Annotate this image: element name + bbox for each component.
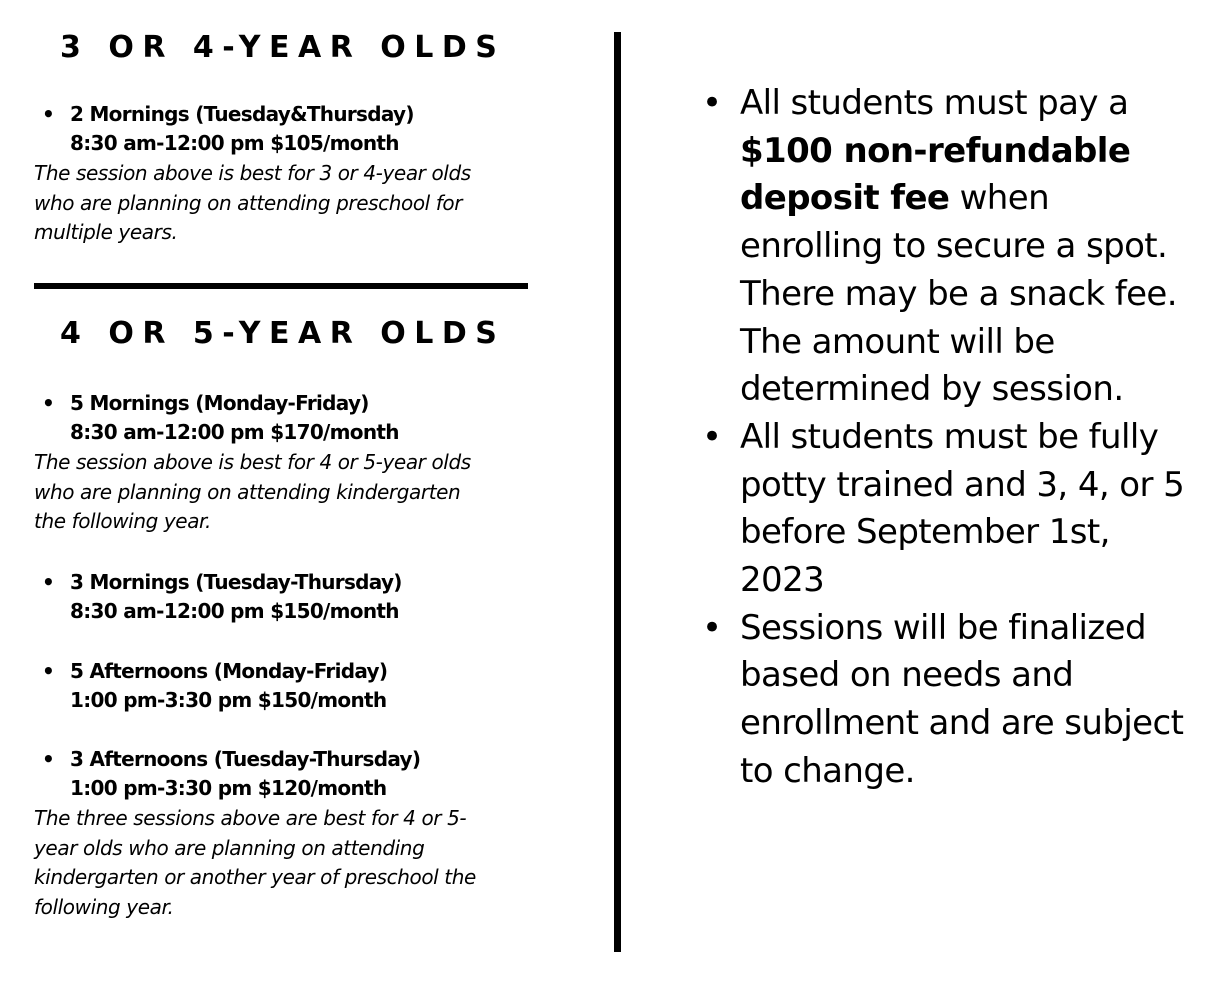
session-note: The session above is best for 4 or 5-year olds who are planning on attending kindergarten the following year. xyxy=(34,450,471,533)
session-item xyxy=(34,745,534,803)
session-time-price: 1:00 pm-3:30 pm $150/month xyxy=(70,688,387,712)
rule-item xyxy=(700,605,1190,796)
session-days: 3 Mornings (Tuesday-Thursday) xyxy=(70,570,402,594)
session-note: The session above is best for 3 or 4-year olds who are planning on attending preschool for multiple years. xyxy=(34,161,471,244)
vertical-divider xyxy=(614,32,621,952)
bullet-icon: • xyxy=(42,391,55,415)
session-days: 5 Mornings (Monday-Friday) xyxy=(70,391,369,415)
session-time-price: 8:30 am-12:00 pm $150/month xyxy=(70,599,399,623)
section-heading-3-4: 3 OR 4-YEAR OLDS xyxy=(60,30,506,65)
rule-text: All students must pay a xyxy=(740,83,1129,123)
bullet-icon: • xyxy=(42,102,55,126)
deposit-fee-emphasis: $100 non-refundable deposit fee xyxy=(740,130,1131,219)
session-note: The three sessions above are best for 4 or 5- year olds who are planning on attending kindergarten or another year of preschool the following year. xyxy=(34,806,476,919)
session-days: 5 Afternoons (Monday-Friday) xyxy=(70,659,388,683)
rule-item xyxy=(700,414,1190,605)
rule-item xyxy=(700,80,1190,414)
rules-list xyxy=(700,80,1190,796)
section-heading-4-5: 4 OR 5-YEAR OLDS xyxy=(60,316,506,351)
bullet-icon: • xyxy=(702,83,722,123)
session-item xyxy=(34,568,534,626)
session-time-price: 8:30 am-12:00 pm $105/month xyxy=(70,131,399,155)
rule-text: All students must be fully potty trained and 3, 4, or 5 before September 1st, 2023 xyxy=(740,416,1185,601)
session-item xyxy=(34,657,534,715)
session-item xyxy=(34,389,534,447)
session-days: 2 Mornings (Tuesday&Thursday) xyxy=(70,102,414,126)
session-time-price: 1:00 pm-3:30 pm $120/month xyxy=(70,776,387,800)
bullet-icon: • xyxy=(42,570,55,594)
bullet-icon: • xyxy=(702,607,722,648)
bullet-icon: • xyxy=(702,416,722,457)
session-item xyxy=(34,100,534,158)
rule-text: Sessions will be finalized based on needs and enrollment and are subject to change. xyxy=(740,607,1184,791)
bullet-icon: • xyxy=(42,747,55,771)
bullet-icon: • xyxy=(42,659,55,683)
session-days: 3 Afternoons (Tuesday-Thursday) xyxy=(70,747,421,771)
rule-text: when enrolling to secure a spot. There may be a snack fee. The amount will be determined by session. xyxy=(740,178,1177,410)
session-time-price: 8:30 am-12:00 pm $170/month xyxy=(70,420,399,444)
horizontal-divider xyxy=(34,283,528,289)
